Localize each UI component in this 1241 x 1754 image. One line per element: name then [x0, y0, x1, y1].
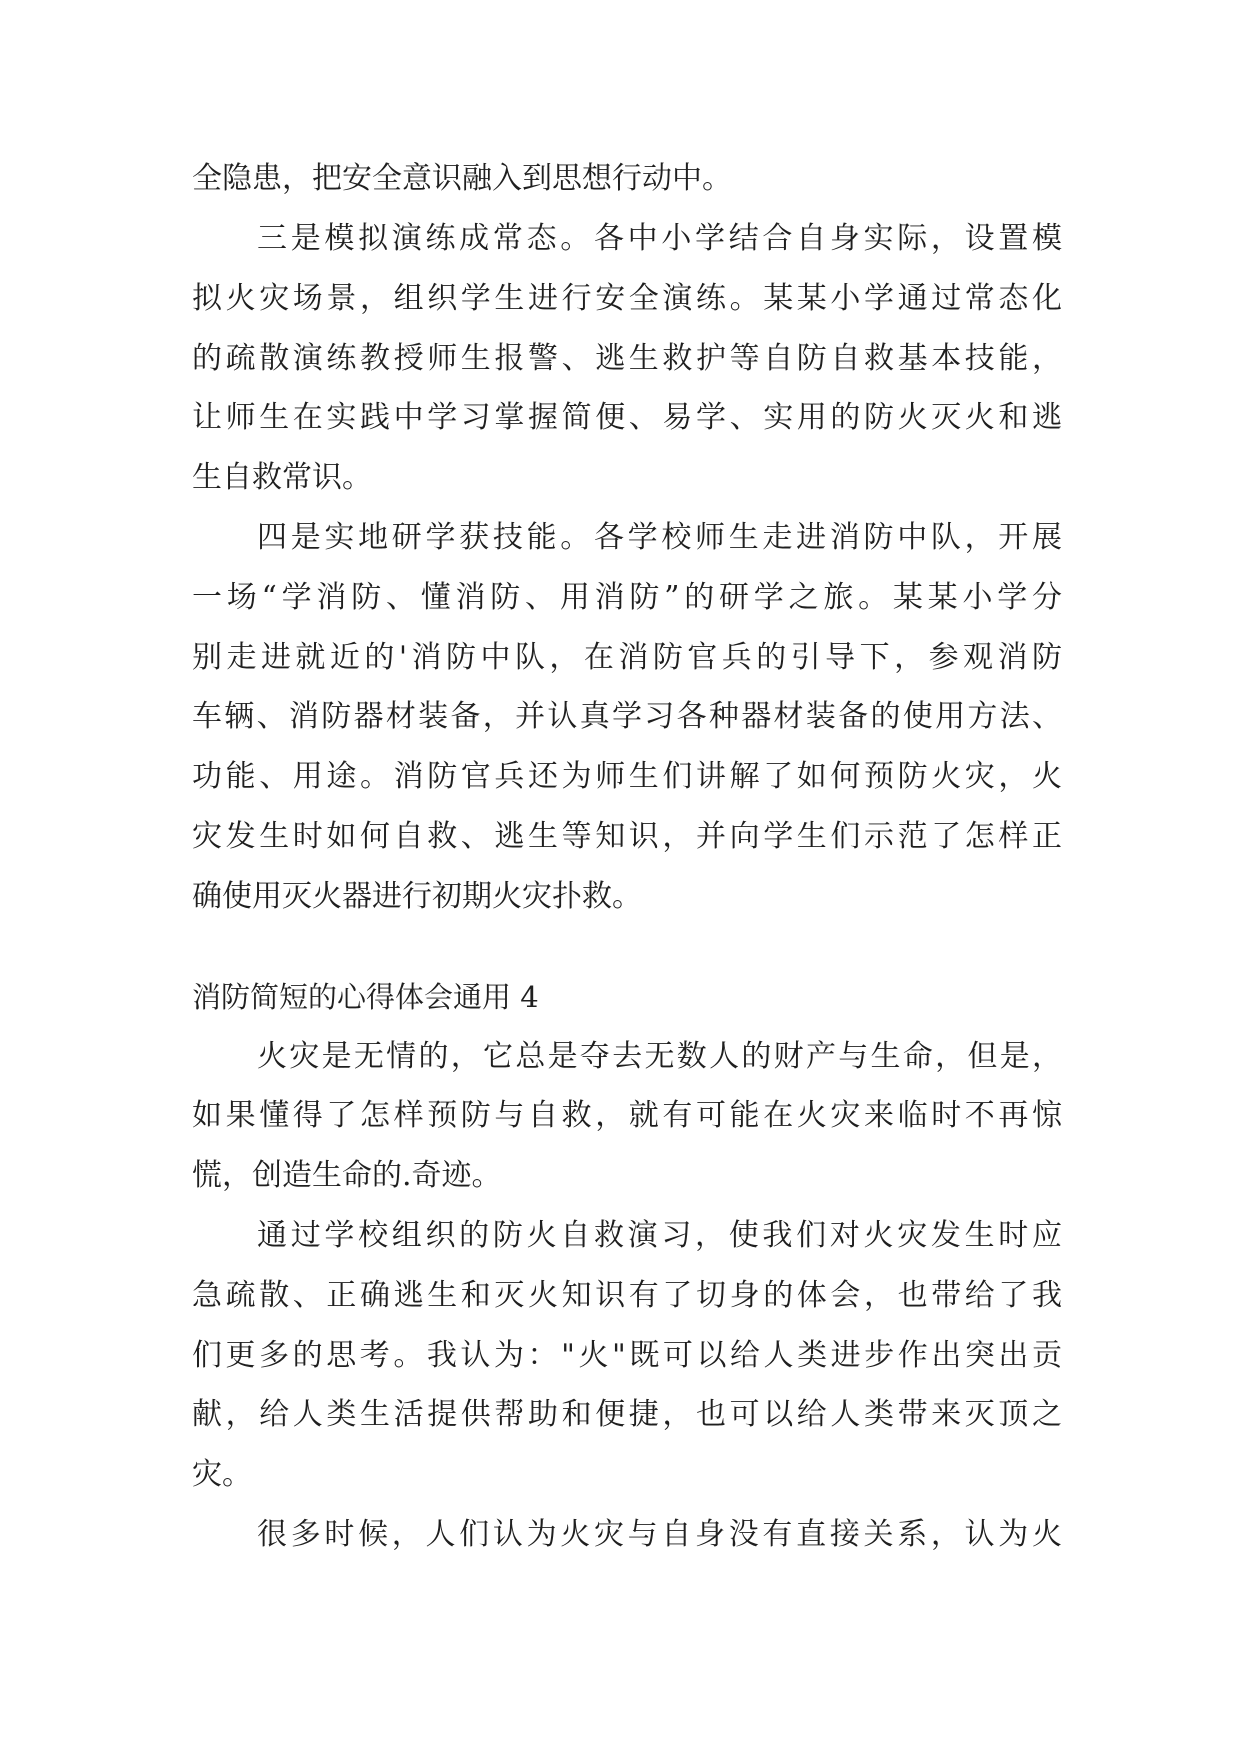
section-heading: 消防简短的心得体会通用 4	[192, 980, 539, 1014]
paragraph-first-line: 很多时候，人们认为火灾与自身没有直接关系，认为火	[257, 1517, 1062, 1552]
text-line: 车辆、消防器材装备，并认真学习各种器材装备的使用方法、	[192, 699, 1062, 734]
text-line: 别走进就近的'消防中队，在消防官兵的引导下，参观消防	[192, 640, 1062, 675]
text-line: 如果懂得了怎样预防与自救，就有可能在火灾来临时不再惊	[192, 1098, 1062, 1133]
text-line: 灾发生时如何自救、逃生等知识，并向学生们示范了怎样正	[192, 819, 1062, 854]
text-line: 拟火灾场景，组织学生进行安全演练。某某小学通过常态化	[192, 281, 1062, 316]
text-line: 功能、用途。消防官兵还为师生们讲解了如何预防火灾，火	[192, 759, 1062, 794]
paragraph-first-line: 三是模拟演练成常态。各中小学结合自身实际，设置模	[257, 221, 1062, 256]
paragraph-first-line: 四是实地研学获技能。各学校师生走进消防中队，开展	[257, 520, 1062, 555]
paragraph-first-line: 通过学校组织的防火自救演习，使我们对火灾发生时应	[257, 1218, 1062, 1253]
text-line: 的疏散演练教授师生报警、逃生救护等自防自救基本技能，	[192, 341, 1062, 376]
text-line: 急疏散、正确逃生和灭火知识有了切身的体会，也带给了我	[192, 1278, 1062, 1313]
paragraph-first-line: 火灾是无情的，它总是夺去无数人的财产与生命，但是，	[257, 1039, 1062, 1074]
text-line: 献，给人类生活提供帮助和便捷，也可以给人类带来灭顶之	[192, 1397, 1062, 1432]
text-line: 确使用灭火器进行初期火灾扑救。	[192, 879, 642, 914]
text-line: 生自救常识。	[192, 460, 372, 495]
text-line: 一场“学消防、懂消防、用消防”的研学之旅。某某小学分	[192, 580, 1062, 615]
text-line: 们更多的思考。我认为："火"既可以给人类进步作出突出贡	[192, 1338, 1062, 1373]
text-line: 让师生在实践中学习掌握简便、易学、实用的防火灭火和逃	[192, 400, 1062, 435]
text-line: 慌，创造生命的.奇迹。	[192, 1158, 502, 1193]
text-line: 全隐患，把安全意识融入到思想行动中。	[192, 161, 732, 196]
text-line: 灾。	[192, 1457, 252, 1492]
